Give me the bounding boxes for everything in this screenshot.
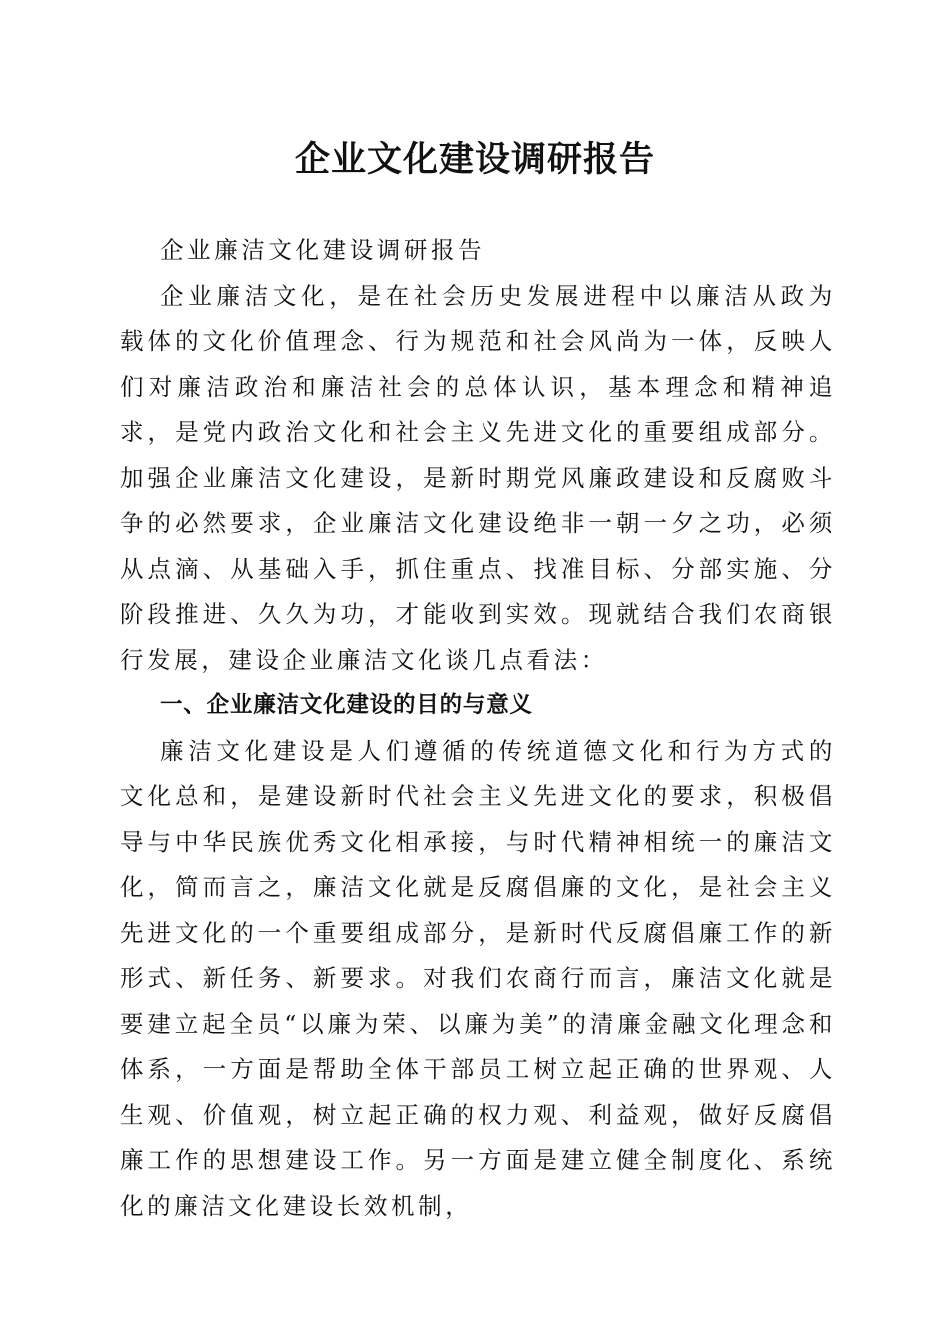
document-subtitle: 企业廉洁文化建设调研报告 xyxy=(160,236,486,264)
section-heading: 一、企业廉洁文化建设的目的与意义 xyxy=(160,692,533,718)
document-title: 企业文化建设调研报告 xyxy=(294,139,655,180)
document-body xyxy=(120,228,836,1229)
intro-paragraph: 企业廉洁文化，是在社会历史发展进程中以廉洁从政为载体的文化价值理念、行为规范和社会风尚为一体，反映人们对廉洁政治和廉洁社会的总体认识，基本理念和精神追求，是党内政治文化和社会主义先进文化的重要组成部分。加强企业廉洁文化建设，是新时期党风廉政建设和反腐败斗争的必然要求，企业廉洁文化建设绝非一朝一夕之功，必须从点滴、从基础入手，抓住重点、找准目标、分部实施、分阶段推进、久久为功，才能收到实效。现就结合我们农商银行发展，建设企业廉洁文化谈几点看法： xyxy=(120,281,836,674)
section-paragraph: 廉洁文化建设是人们遵循的传统道德文化和行为方式的文化总和，是建设新时代社会主义先进文化的要求，积极倡导与中华民族优秀文化相承接，与时代精神相统一的廉洁文化，简而言之，廉洁文化就是反腐倡廉的文化，是社会主义先进文化的一个重要组成部分，是新时代反腐倡廉工作的新形式、新任务、新要求。对我们农商行而言，廉洁文化就是要建立起全员“以廉为荣、以廉为美”的清廉金融文化理念和体系，一方面是帮助全体干部员工树立起正确的世界观、人生观、价值观，树立起正确的权力观、利益观，做好反腐倡廉工作的思想建设工作。另一方面是建立健全制度化、系统化的廉洁文化建设长效机制， xyxy=(120,736,836,1220)
